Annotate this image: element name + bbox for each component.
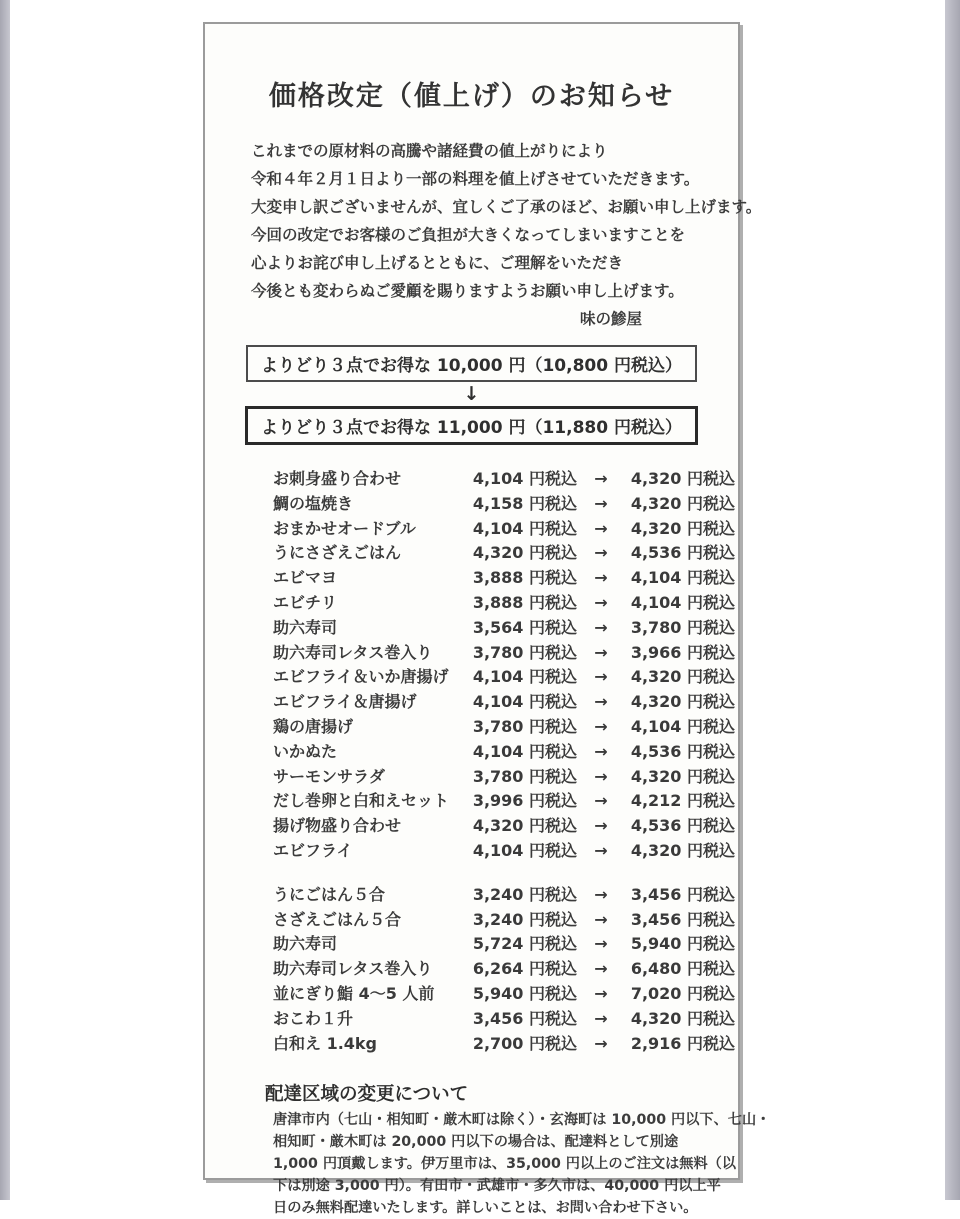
intro-line: 今回の改定でお客様のご負担が大きくなってしまいますことを: [251, 226, 686, 244]
price-row: [273, 591, 738, 616]
item-name: エビマヨ: [273, 568, 338, 588]
item-name: うにごはん５合: [273, 884, 386, 904]
right-arrow-icon: →: [594, 816, 608, 836]
notice-page: [203, 22, 771, 1217]
old-price: 5,940 円税込: [472, 983, 577, 1003]
price-row: [273, 1032, 738, 1057]
notice-title: 価格改定（値上げ）のお知らせ: [268, 81, 675, 112]
new-price: 4,104 円税込: [630, 568, 735, 588]
set-price-change: [205, 345, 738, 445]
price-row: [273, 740, 738, 765]
new-set-price-box: よりどり３点でお得な 11,000 円（11,880 円税込）: [245, 406, 698, 445]
new-price: 4,536 円税込: [630, 543, 735, 563]
item-name: 揚げ物盛り合わせ: [273, 816, 402, 836]
item-name: おまかせオードブル: [273, 518, 416, 538]
new-price: 4,320 円税込: [630, 469, 735, 488]
item-name: サーモンサラダ: [273, 766, 385, 786]
new-price: 4,104 円税込: [630, 592, 735, 612]
right-arrow-icon: →: [594, 741, 608, 761]
new-price: 3,966 円税込: [630, 642, 735, 662]
price-row: [273, 665, 738, 690]
right-arrow-icon: →: [594, 983, 608, 1003]
right-arrow-icon: →: [594, 909, 608, 929]
right-arrow-icon: →: [594, 568, 608, 588]
right-arrow-icon: →: [594, 884, 608, 904]
right-arrow-icon: →: [594, 791, 608, 811]
intro-line: これまでの原材料の高騰や諸経費の値上がりにより: [251, 142, 608, 160]
price-row: [273, 616, 738, 641]
photo-edge-left: [0, 0, 10, 1200]
right-arrow-icon: →: [594, 840, 608, 860]
price-row: [273, 715, 738, 740]
new-price: 4,320 円税込: [630, 667, 735, 687]
delivery-line: 1,000 円頂戴します。伊万里市は、35,000 円以上のご注文は無料（以: [273, 1156, 737, 1173]
old-price: 2,700 円税込: [472, 1033, 577, 1053]
new-price: 3,780 円税込: [630, 617, 735, 637]
right-arrow-icon: →: [594, 1033, 608, 1053]
price-row: [273, 908, 738, 933]
new-price: 6,480 円税込: [630, 959, 735, 979]
new-price: 4,320 円税込: [630, 766, 735, 786]
new-price: 4,212 円税込: [630, 791, 735, 811]
intro-paragraph: [251, 137, 762, 305]
old-price: 4,104 円税込: [472, 469, 577, 488]
right-arrow-icon: →: [594, 617, 608, 637]
item-name: エビチリ: [273, 592, 338, 612]
new-price: 4,536 円税込: [630, 741, 735, 761]
price-row: [273, 765, 738, 790]
old-price: 3,240 円税込: [472, 909, 577, 929]
new-price: 3,456 円税込: [630, 884, 735, 904]
price-row: [273, 541, 738, 566]
old-price: 4,104 円税込: [472, 692, 577, 712]
item-name: いかぬた: [273, 741, 338, 761]
delivery-body: [273, 1109, 771, 1219]
new-price: 2,916 円税込: [630, 1033, 735, 1053]
right-arrow-icon: →: [594, 766, 608, 786]
signature: 味の鯵屋: [579, 310, 642, 328]
price-row: [273, 883, 738, 908]
new-price: 4,104 円税込: [630, 716, 735, 736]
item-name: 助六寿司レタス巻入り: [273, 642, 433, 662]
right-arrow-icon: →: [594, 642, 608, 662]
item-name: エビフライ: [273, 840, 353, 860]
old-price: 3,780 円税込: [472, 642, 577, 662]
price-row: [273, 982, 738, 1007]
old-price: 3,780 円税込: [472, 716, 577, 736]
item-name: うにさざえごはん: [273, 543, 402, 563]
item-name: お刺身盛り合わせ: [273, 469, 402, 488]
price-list-group-1: [273, 467, 738, 864]
old-price: 3,996 円税込: [472, 791, 577, 811]
old-price: 3,780 円税込: [472, 766, 577, 786]
delivery-heading: 配達区域の変更について: [265, 1084, 469, 1106]
new-price: 4,320 円税込: [630, 692, 735, 712]
old-price: 4,320 円税込: [472, 816, 577, 836]
price-row: [273, 690, 738, 715]
old-set-price-box: よりどり３点でお得な 10,000 円（10,800 円税込）: [246, 345, 697, 382]
down-arrow-icon: ↓: [463, 383, 480, 405]
old-price: 6,264 円税込: [472, 959, 577, 979]
old-price: 3,456 円税込: [472, 1008, 577, 1028]
delivery-line: 日のみ無料配達いたします。詳しいことは、お問い合わせ下さい。: [273, 1200, 698, 1217]
new-price: 4,320 円税込: [630, 840, 735, 860]
old-price: 4,104 円税込: [472, 840, 577, 860]
old-price: 3,888 円税込: [472, 592, 577, 612]
right-arrow-icon: →: [594, 934, 608, 954]
new-price: 3,456 円税込: [630, 909, 735, 929]
delivery-line: 下は別途 3,000 円）。有田市・武雄市・多久市は、40,000 円以上平: [273, 1178, 721, 1195]
price-list-group-2: [273, 883, 738, 1057]
item-name: 鯛の塩焼き: [273, 493, 354, 513]
price-row: [273, 932, 738, 957]
right-arrow-icon: →: [594, 543, 608, 563]
item-name: だし巻卵と白和えセット: [273, 791, 450, 811]
right-arrow-icon: →: [594, 959, 608, 979]
item-name: 鶏の唐揚げ: [273, 716, 354, 736]
right-arrow-icon: →: [594, 716, 608, 736]
right-arrow-icon: →: [594, 1008, 608, 1028]
delivery-line: 唐津市内（七山・相知町・厳木町は除く）・玄海町は 10,000 円以下、七山・: [273, 1112, 771, 1129]
price-row: [273, 492, 738, 517]
intro-line: 心よりお詫び申し上げるとともに、ご理解をいただき: [251, 254, 624, 272]
photo-edge-right: [945, 0, 960, 1200]
right-arrow-icon: →: [594, 518, 608, 538]
delivery-section: [265, 1080, 771, 1219]
item-name: エビフライ＆いか唐揚げ: [273, 667, 449, 687]
old-price: 3,240 円税込: [472, 884, 577, 904]
old-price: 4,320 円税込: [472, 543, 577, 563]
new-price: 7,020 円税込: [630, 983, 735, 1003]
price-row: [273, 789, 738, 814]
delivery-line: 相知町・厳木町は 20,000 円以下の場合は、配達料として別途: [273, 1134, 679, 1151]
item-name: 助六寿司レタス巻入り: [273, 959, 433, 979]
old-price: 4,104 円税込: [472, 667, 577, 687]
price-row: [273, 957, 738, 982]
new-price: 5,940 円税込: [630, 934, 735, 954]
new-price: 4,320 円税込: [630, 1008, 735, 1028]
intro-line: 大変申し訳ございませんが、宜しくご了承のほど、お願い申し上げます。: [251, 198, 762, 216]
new-price: 4,536 円税込: [630, 816, 735, 836]
new-price: 4,320 円税込: [630, 518, 735, 538]
old-price: 4,158 円税込: [472, 493, 577, 513]
item-name: 助六寿司: [273, 934, 338, 954]
old-price: 3,564 円税込: [472, 617, 577, 637]
price-row: [273, 566, 738, 591]
right-arrow-icon: →: [594, 493, 608, 513]
item-name: 白和え 1.4kg: [273, 1033, 378, 1053]
item-name: 助六寿司: [273, 617, 338, 637]
intro-line: 今後とも変わらぬご愛顧を賜りますようお願い申し上げます。: [251, 282, 684, 300]
old-price: 4,104 円税込: [472, 741, 577, 761]
price-row: [273, 517, 738, 542]
right-arrow-icon: →: [594, 667, 608, 687]
right-arrow-icon: →: [594, 592, 608, 612]
price-row: [273, 839, 738, 864]
item-name: さざえごはん５合: [273, 909, 402, 929]
item-name: エビフライ＆唐揚げ: [273, 692, 417, 712]
price-row: [273, 814, 738, 839]
old-price: 5,724 円税込: [472, 934, 577, 954]
item-name: おこわ１升: [273, 1008, 354, 1028]
price-row: [273, 641, 738, 666]
old-price: 3,888 円税込: [472, 568, 577, 588]
price-row: [273, 1007, 738, 1032]
old-price: 4,104 円税込: [472, 518, 577, 538]
new-price: 4,320 円税込: [630, 493, 735, 513]
right-arrow-icon: →: [594, 692, 608, 712]
price-row: [273, 467, 738, 492]
intro-line: 令和４年２月１日より一部の料理を値上げさせていただきます。: [251, 170, 700, 188]
right-arrow-icon: →: [594, 469, 608, 488]
item-name: 並にぎり鮨 4〜5 人前: [273, 983, 435, 1003]
